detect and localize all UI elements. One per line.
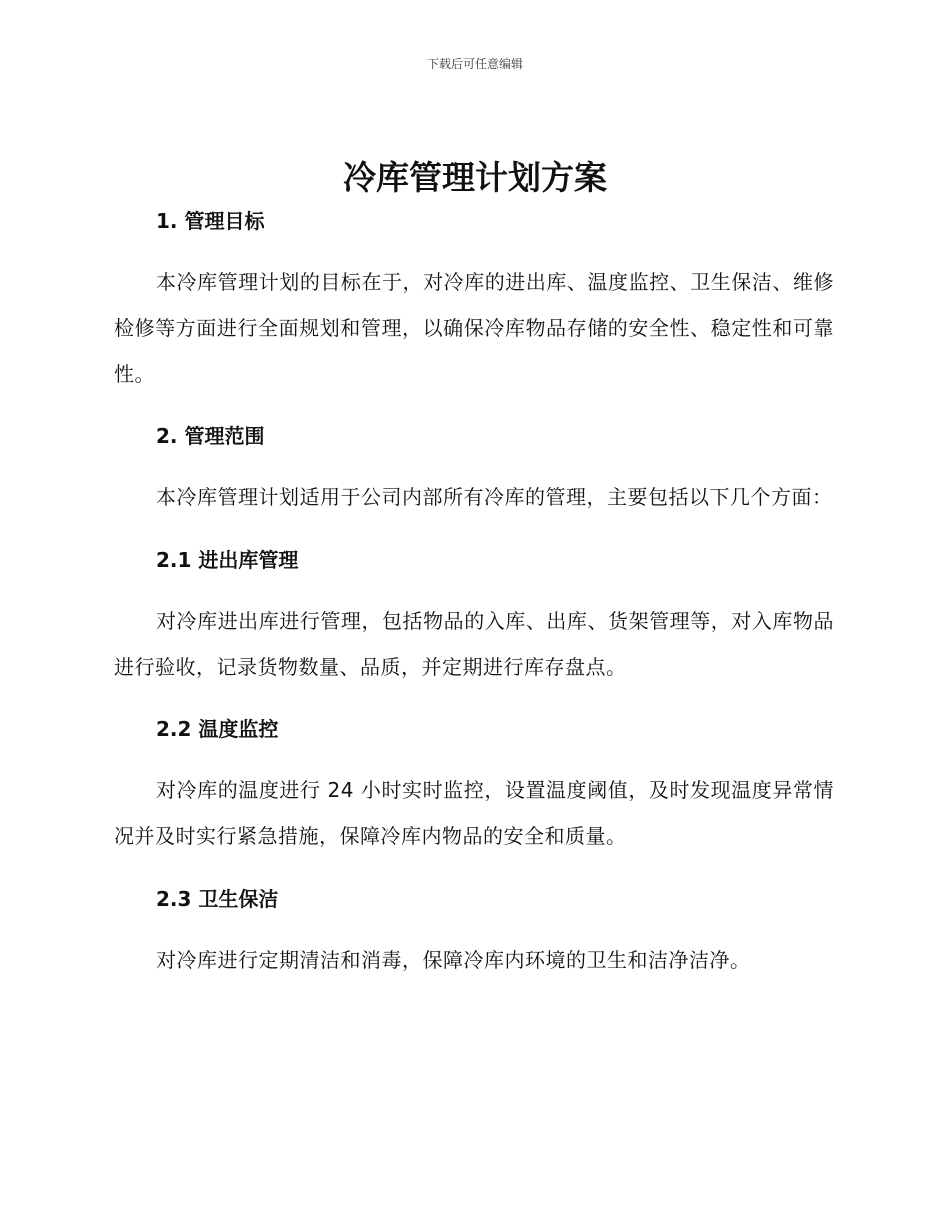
document-title: 冷库管理计划方案 <box>343 158 607 197</box>
section-paragraph-scope: 本冷库管理计划适用于公司内部所有冷库的管理，主要包括以下几个方面： <box>156 485 833 509</box>
section-heading-hygiene: 2.3 卫生保洁 <box>156 887 279 911</box>
section-heading-goals: 1. 管理目标 <box>156 209 265 233</box>
section-heading-inout: 2.1 进出库管理 <box>156 548 299 572</box>
section-paragraph-goals: 本冷库管理计划的目标在于，对冷库的进出库、温度监控、卫生保洁、维修检修等方面进行全面规划和管理，以确保冷库物品存储的安全性、稳定性和可靠性。 <box>114 270 834 386</box>
section-heading-scope: 2. 管理范围 <box>156 424 265 448</box>
document-body <box>114 205 834 983</box>
section-paragraph-inout: 对冷库进出库进行管理，包括物品的入库、出库、货架管理等，对入库物品进行验收，记录货物数量、品质，并定期进行库存盘点。 <box>114 609 834 679</box>
header-note: 下载后可任意编辑 <box>426 57 523 71</box>
section-heading-temperature: 2.2 温度监控 <box>156 717 279 741</box>
section-paragraph-hygiene: 对冷库进行定期清洁和消毒，保障冷库内环境的卫生和洁净洁净。 <box>156 948 751 972</box>
section-paragraph-temperature: 对冷库的温度进行 24 小时实时监控，设置温度阈值，及时发现温度异常情况并及时实行紧急措施，保障冷库内物品的安全和质量。 <box>114 778 834 848</box>
